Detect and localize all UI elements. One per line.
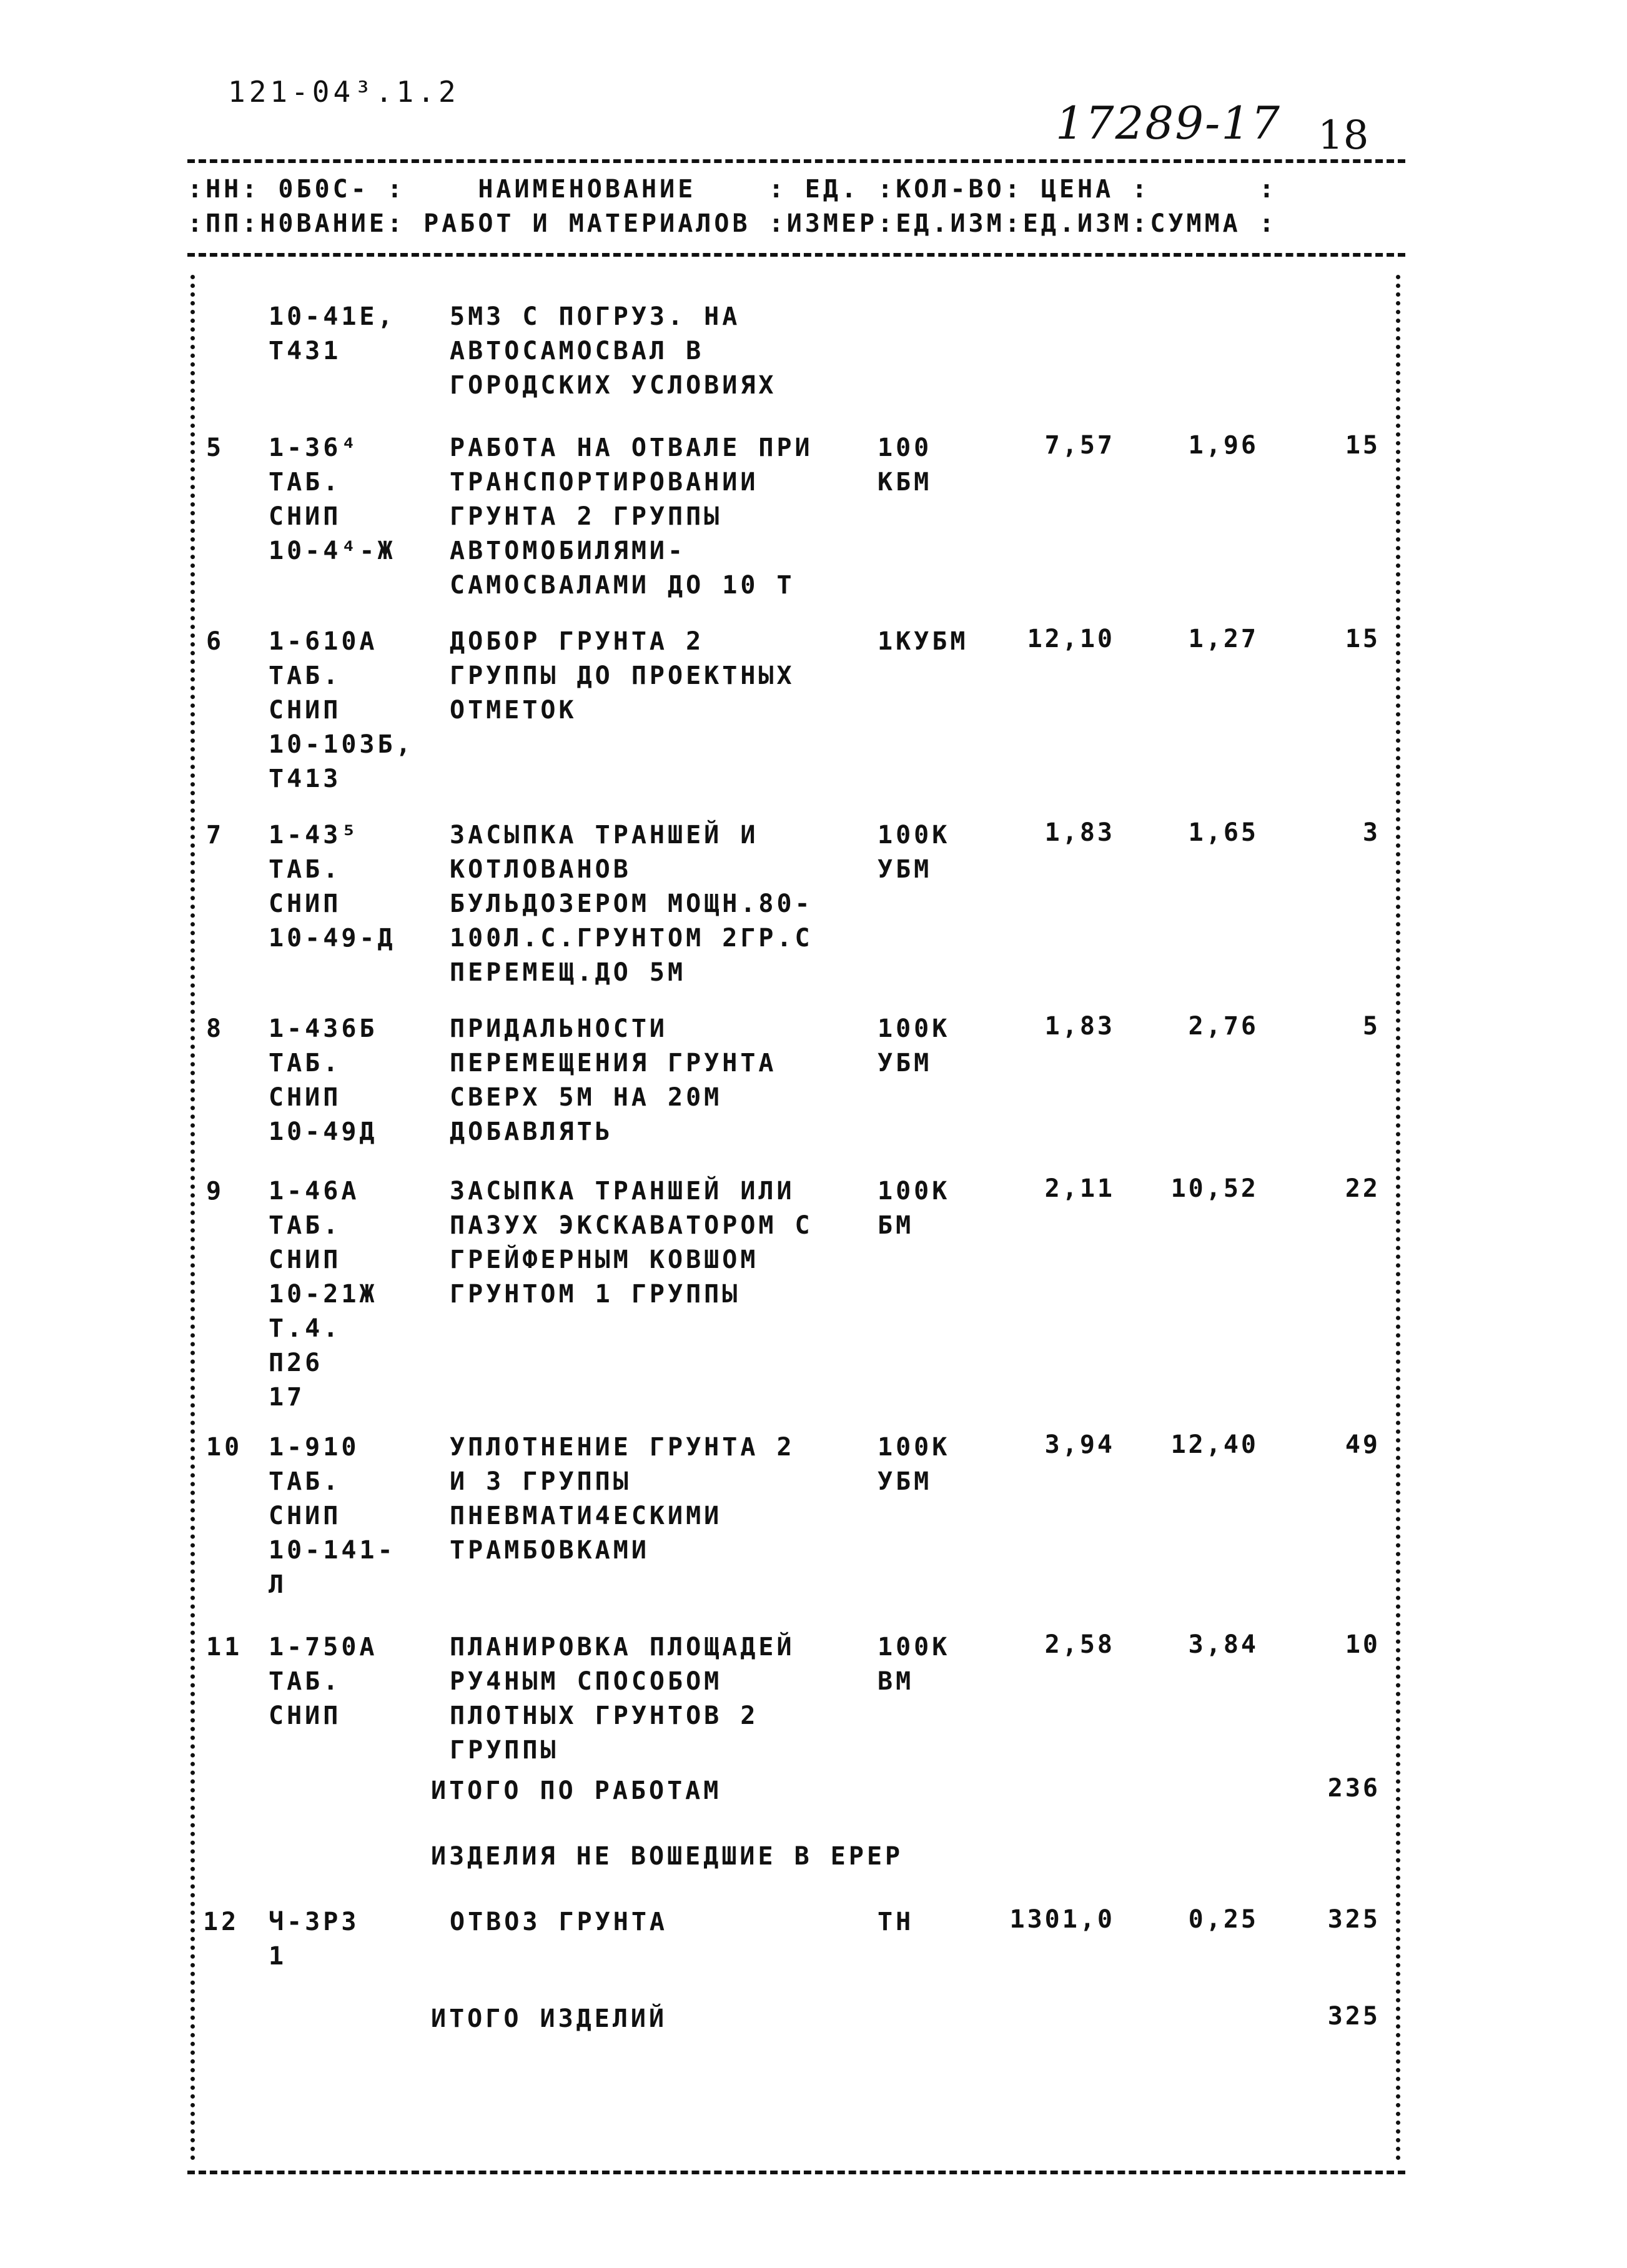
- work-name-line: ПРИДАЛЬНОСТИ: [450, 1014, 668, 1043]
- basis-code: [269, 818, 396, 956]
- unit-price: 0,25: [1188, 1905, 1259, 1934]
- basis-code-line: Т.4.: [269, 1314, 342, 1343]
- work-name-line: РУ4НЫМ СПОСОБОМ: [450, 1667, 723, 1696]
- unit-line: УБМ: [878, 855, 932, 884]
- work-name: [450, 1905, 668, 1939]
- work-name: [450, 1174, 813, 1312]
- page-number: 18: [1318, 112, 1369, 159]
- unit-price: 12,40: [1170, 1430, 1259, 1459]
- work-name: [450, 625, 795, 728]
- total-items-label: ИТОГО ИЗДЕЛИЙ: [431, 2004, 668, 2033]
- right-border: [1396, 275, 1400, 2161]
- work-name: [450, 1630, 795, 1768]
- work-name-line: ОТВОЗ ГРУНТА: [450, 1908, 668, 1936]
- basis-code: [269, 1430, 396, 1602]
- work-name-line: ЗАСЫПКА ТРАНШЕЙ ИЛИ: [450, 1177, 795, 1206]
- unit: [878, 431, 932, 500]
- unit-price: 1,65: [1188, 818, 1259, 847]
- basis-code-line: 10-41Е,: [269, 302, 396, 331]
- basis-code-line: СНИП: [269, 502, 342, 531]
- basis-code-line: Т431: [269, 337, 342, 365]
- unit-line: 100К: [878, 1433, 951, 1462]
- basis-code-line: СНИП: [269, 1245, 342, 1274]
- row-number: 9: [206, 1177, 225, 1206]
- basis-code-line: 10-141-: [269, 1536, 396, 1565]
- work-name-line: АВТОСАМОСВАЛ В: [450, 337, 705, 365]
- basis-code-line: 1-750А: [269, 1633, 378, 1661]
- basis-code-line: 1-910: [269, 1433, 360, 1462]
- basis-code-line: ТАБ.: [269, 855, 342, 884]
- quantity: 7,57: [1044, 431, 1115, 460]
- basis-code-line: 1-610А: [269, 627, 378, 656]
- quantity: 12,10: [1027, 625, 1115, 653]
- row-number: 10: [206, 1433, 243, 1462]
- basis-code-line: Ч-3Р3: [269, 1908, 360, 1936]
- work-name-line: САМОСВАЛАМИ ДО 10 Т: [450, 571, 795, 600]
- quantity: 3,94: [1044, 1430, 1115, 1459]
- work-name-line: ГОРОДСКИХ УСЛОВИЯХ: [450, 371, 777, 400]
- basis-code: [269, 300, 396, 369]
- work-name-line: ОТМЕТОК: [450, 696, 577, 725]
- basis-code: [269, 1012, 378, 1149]
- top-rule: [187, 159, 1405, 163]
- sum: 10: [1345, 1630, 1380, 1659]
- sum: 15: [1345, 431, 1380, 460]
- basis-code-line: 17: [269, 1383, 305, 1412]
- basis-code-line: 1-436Б: [269, 1014, 378, 1043]
- basis-code-line: СНИП: [269, 1502, 342, 1530]
- unit: [878, 1630, 950, 1699]
- unit-line: ВМ: [878, 1667, 914, 1696]
- unit-line: 100К: [878, 1177, 951, 1206]
- quantity: 1,83: [1044, 1012, 1115, 1041]
- work-name-line: ПЕРЕМЕЩ.ДО 5М: [450, 958, 686, 987]
- basis-code-line: 10-21Ж: [269, 1280, 378, 1309]
- work-name-line: ПАЗУХ ЭКСКАВАТОРОМ С: [450, 1211, 813, 1240]
- basis-code-line: СНИП: [269, 889, 342, 918]
- basis-code-line: СНИП: [269, 696, 342, 725]
- quantity: 2,58: [1044, 1630, 1115, 1659]
- unit-line: ТН: [878, 1908, 914, 1936]
- unit-line: 100К: [878, 1633, 951, 1661]
- basis-code-line: СНИП: [269, 1083, 342, 1112]
- basis-code-line: 1-43⁵: [269, 821, 360, 849]
- work-name-line: ДОБАВЛЯТЬ: [450, 1117, 613, 1146]
- left-border: [190, 275, 195, 2161]
- total-works-label: ИТОГО ПО РАБОТАМ: [431, 1776, 722, 1805]
- work-name-line: ГРУППЫ ДО ПРОЕКТНЫХ: [450, 661, 795, 690]
- basis-code-line: ТАБ.: [269, 1667, 342, 1696]
- unit-price: 10,52: [1170, 1174, 1259, 1203]
- basis-code: [269, 625, 414, 796]
- basis-code-line: Л: [269, 1570, 287, 1599]
- basis-code: [269, 1174, 378, 1415]
- unit: [878, 1905, 914, 1939]
- unit-line: 100: [878, 433, 932, 462]
- work-name-line: ПЛАНИРОВКА ПЛОЩАДЕЙ: [450, 1633, 795, 1661]
- work-name-line: 100Л.С.ГРУНТОМ 2ГР.С: [450, 924, 813, 953]
- row-number: 12: [203, 1908, 240, 1936]
- unit: [878, 1430, 950, 1499]
- sum: 325: [1327, 1905, 1380, 1934]
- unit: [878, 1174, 950, 1243]
- unit-line: 100К: [878, 821, 951, 849]
- row-number: 7: [206, 821, 225, 849]
- unit-line: УБМ: [878, 1467, 932, 1496]
- work-name-line: ПЕРЕМЕЩЕНИЯ ГРУНТА: [450, 1049, 777, 1077]
- row-number: 6: [206, 627, 225, 656]
- work-name: [450, 431, 813, 603]
- total-works-sum: 236: [1327, 1774, 1380, 1803]
- bottom-rule: [187, 2171, 1405, 2174]
- basis-code-line: ТАБ.: [269, 1211, 342, 1240]
- header-row-2: :ПП:Н0ВАНИЕ: РАБОТ И МАТЕРИАЛОВ :ИЗМЕР:ЕД.ИЗМ:ЕД.ИЗМ:СУММА :: [187, 209, 1277, 238]
- sum: 22: [1345, 1174, 1380, 1203]
- sum: 15: [1345, 625, 1380, 653]
- unit-line: 1КУБМ: [878, 627, 969, 656]
- unit-price: 3,84: [1188, 1630, 1259, 1659]
- unit-price: 1,96: [1188, 431, 1259, 460]
- work-name: [450, 1430, 795, 1568]
- work-name-line: ДОБОР ГРУНТА 2: [450, 627, 705, 656]
- work-name-line: И 3 ГРУППЫ: [450, 1467, 631, 1496]
- unit-price: 1,27: [1188, 625, 1259, 653]
- row-number: 11: [206, 1633, 243, 1661]
- quantity: 1301,0: [1009, 1905, 1115, 1934]
- basis-code-line: ТАБ.: [269, 661, 342, 690]
- work-name-line: ГРУНТОМ 1 ГРУППЫ: [450, 1280, 741, 1309]
- basis-code-line: 1: [269, 1942, 287, 1971]
- work-name-line: УПЛОТНЕНИЕ ГРУНТА 2: [450, 1433, 795, 1462]
- basis-code-line: 10-49-Д: [269, 924, 396, 953]
- work-name-line: АВТОМОБИЛЯМИ-: [450, 537, 686, 565]
- total-items-sum: 325: [1327, 2002, 1380, 2031]
- work-name-line: СВЕРХ 5М НА 20М: [450, 1083, 723, 1112]
- basis-code-line: 1-36⁴: [269, 433, 360, 462]
- unit: [878, 818, 950, 887]
- handwritten-number: 17289-17: [1056, 97, 1281, 149]
- sum: 3: [1362, 818, 1380, 847]
- work-name: [450, 1012, 776, 1149]
- work-name-line: ГРУНТА 2 ГРУППЫ: [450, 502, 723, 531]
- document-code: 121-04³.1.2: [228, 75, 460, 109]
- basis-code: [269, 431, 396, 568]
- work-name-line: БУЛЬДОЗЕРОМ МОЩН.80-: [450, 889, 813, 918]
- work-name-line: РАБОТА НА ОТВАЛЕ ПРИ: [450, 433, 813, 462]
- work-name-line: ГРЕЙФЕРНЫМ КОВШОМ: [450, 1245, 759, 1274]
- row-number: 5: [206, 433, 225, 462]
- header-row-1: :НН: 0Б0С- : НАИМЕНОВАНИЕ : ЕД. :КОЛ-ВО: ЦЕНА : :: [187, 175, 1277, 204]
- unit: [878, 1012, 950, 1081]
- basis-code-line: ТАБ.: [269, 1467, 342, 1496]
- basis-code-line: СНИП: [269, 1701, 342, 1730]
- quantity: 1,83: [1044, 818, 1115, 847]
- work-name-line: ПНЕВМАТИ4ЕСКИМИ: [450, 1502, 723, 1530]
- unit-line: 100К: [878, 1014, 951, 1043]
- work-name: [450, 818, 813, 990]
- basis-code-line: Т413: [269, 765, 342, 793]
- work-name-line: ПЛОТНЫХ ГРУНТОВ 2: [450, 1701, 759, 1730]
- work-name: [450, 300, 776, 403]
- unit-line: БМ: [878, 1211, 914, 1240]
- basis-code-line: 10-4⁴-Ж: [269, 537, 396, 565]
- header-rule: [187, 253, 1405, 257]
- work-name-line: КОТЛОВАНОВ: [450, 855, 631, 884]
- work-name-line: 5М3 С ПОГРУЗ. НА: [450, 302, 741, 331]
- basis-code-line: 1-46А: [269, 1177, 360, 1206]
- unit-price: 2,76: [1188, 1012, 1259, 1041]
- basis-code-line: ТАБ.: [269, 1049, 342, 1077]
- sum: 49: [1345, 1430, 1380, 1459]
- sum: 5: [1362, 1012, 1380, 1041]
- work-name-line: ГРУППЫ: [450, 1736, 559, 1765]
- work-name-line: ЗАСЫПКА ТРАНШЕЙ И: [450, 821, 759, 849]
- basis-code-line: П26: [269, 1349, 324, 1377]
- basis-code: [269, 1905, 359, 1974]
- basis-code-line: 10-103Б,: [269, 730, 414, 759]
- basis-code-line: 10-49Д: [269, 1117, 378, 1146]
- unit-line: КБМ: [878, 468, 932, 497]
- work-name-line: ТРАНСПОРТИРОВАНИИ: [450, 468, 759, 497]
- section-label: ИЗДЕЛИЯ НЕ ВОШЕДШИЕ В ЕРЕР: [431, 1842, 904, 1871]
- basis-code: [269, 1630, 378, 1733]
- basis-code-line: ТАБ.: [269, 468, 342, 497]
- row-number: 8: [206, 1014, 225, 1043]
- quantity: 2,11: [1044, 1174, 1115, 1203]
- unit-line: УБМ: [878, 1049, 932, 1077]
- work-name-line: ТРАМБОВКАМИ: [450, 1536, 650, 1565]
